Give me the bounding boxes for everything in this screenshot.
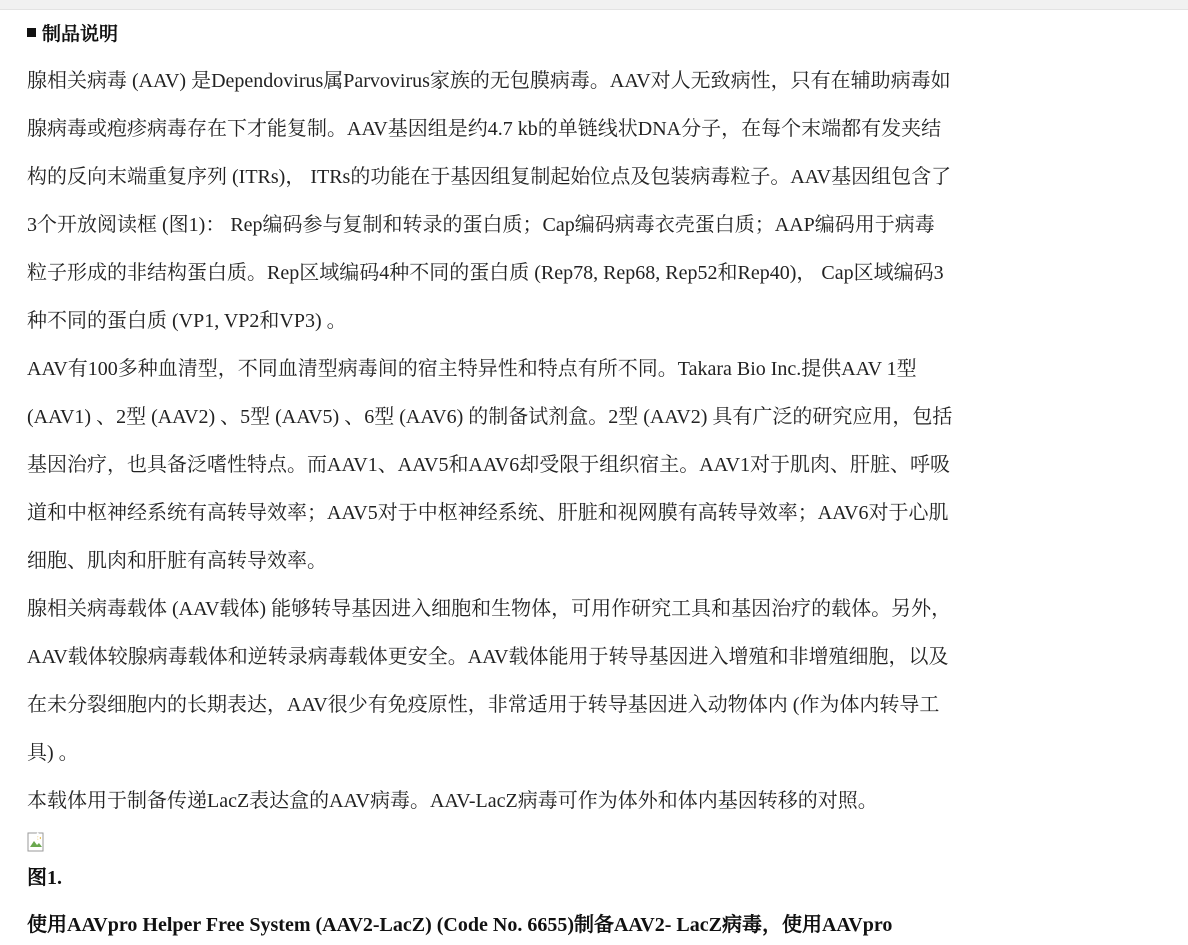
figure-caption: 图1.: [27, 867, 62, 889]
paragraph-line: 细胞、肌肉和肝脏有高转导效率。: [27, 550, 327, 572]
paragraph-line: AAV载体较腺病毒载体和逆转录病毒载体更安全。AAV载体能用于转导基因进入增殖和非增殖细胞，以及: [27, 646, 949, 668]
paragraph-line: 道和中枢神经系统有高转导效率；AAV5对于中枢神经系统、肝脏和视网膜有高转导效率；AAV6对于心肌: [27, 502, 949, 524]
paragraph-line: 粒子形成的非结构蛋白质。Rep区域编码4种不同的蛋白质 (Rep78, Rep68, Rep52和Rep40)， Cap区域编码3: [27, 262, 944, 284]
paragraph-line: 腺相关病毒 (AAV) 是Dependovirus属Parvovirus家族的无包膜病毒。AAV对人无致病性，只有在辅助病毒如: [27, 70, 951, 92]
bold-description-line: 使用AAVpro Helper Free System (AAV2-LacZ) (Code No. 6655)制备AAV2- LacZ病毒，使用AAVpro: [27, 914, 893, 936]
paragraph-line: 在未分裂细胞内的长期表达，AAV很少有免疫原性，非常适用于转导基因进入动物体内 (作为体内转导工: [27, 694, 940, 716]
paragraph-line: 构的反向末端重复序列 (ITRs)， ITRs的功能在于基因组复制起始位点及包装病毒粒子。AAV基因组包含了: [27, 166, 952, 188]
square-bullet-icon: [27, 28, 36, 37]
paragraph-line: (AAV1) 、2型 (AAV2) 、5型 (AAV5) 、6型 (AAV6) 的制备试剂盒。2型 (AAV2) 具有广泛的研究应用，包括: [27, 406, 953, 428]
paragraph-line: 种不同的蛋白质 (VP1, VP2和VP3) 。: [27, 310, 347, 332]
top-edge-bar: [0, 0, 1188, 10]
paragraph-line: 本载体用于制备传递LacZ表达盒的AAV病毒。AAV-LacZ病毒可作为体外和体内基因转移的对照。: [27, 790, 878, 812]
paragraph-line: 3个开放阅读框 (图1)： Rep编码参与复制和转录的蛋白质；Cap编码病毒衣壳蛋白质；AAP编码用于病毒: [27, 214, 935, 236]
broken-image-icon: [27, 830, 49, 854]
section-heading: [27, 20, 118, 48]
paragraph-line: AAV有100多种血清型，不同血清型病毒间的宿主特异性和特点有所不同。Takara Bio Inc.提供AAV 1型: [27, 358, 917, 380]
paragraph-line: 腺病毒或疱疹病毒存在下才能复制。AAV基因组是约4.7 kb的单链线状DNA分子，在每个末端都有发夹结: [27, 118, 942, 140]
section-heading-text: 制品说明: [42, 23, 119, 45]
paragraph-line: 基因治疗，也具备泛嗜性特点。而AAV1、AAV5和AAV6却受限于组织宿主。AAV1对于肌肉、肝脏、呼吸: [27, 454, 951, 476]
paragraph-line: 具) 。: [27, 742, 79, 764]
paragraph-line: 腺相关病毒载体 (AAV载体) 能够转导基因进入细胞和生物体，可用作研究工具和基因治疗的载体。另外，: [27, 598, 952, 620]
